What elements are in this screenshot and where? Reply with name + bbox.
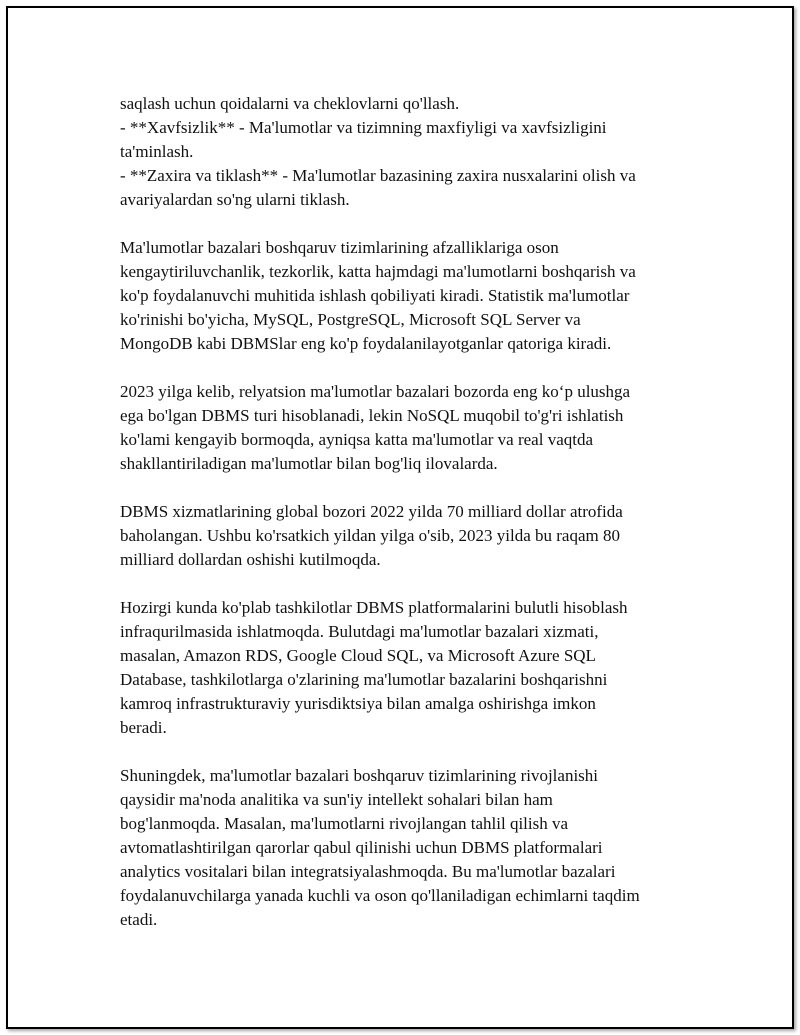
- document-page: [6, 6, 794, 1029]
- text-line: analytics vositalari bilan integratsiyalashmoqda. Bu ma'lumotlar bazalari: [120, 862, 616, 881]
- text-line: kamroq infrastrukturaviy yurisdiktsiya bilan amalga oshirishga imkon: [120, 694, 596, 713]
- text-line: Ma'lumotlar bazalari boshqaruv tizimlarining afzalliklariga oson: [120, 238, 559, 257]
- text-line: kengaytiriluvchanlik, tezkorlik, katta hajmdagi ma'lumotlarni boshqarish va: [120, 262, 636, 281]
- text-line: beradi.: [120, 718, 167, 737]
- text-line: masalan, Amazon RDS, Google Cloud SQL, va Microsoft Azure SQL: [120, 646, 596, 665]
- text-line: ega bo'lgan DBMS turi hisoblanadi, lekin NoSQL muqobil to'g'ri ishlatish: [120, 406, 624, 425]
- text-line: DBMS xizmatlarining global bozori 2022 yilda 70 milliard dollar atrofida: [120, 502, 623, 521]
- text-line: shakllantiriladigan ma'lumotlar bilan bog'liq ilovalarda.: [120, 454, 498, 473]
- paragraph: [120, 500, 695, 572]
- text-line: - **Zaxira va tiklash** - Ma'lumotlar bazasining zaxira nusxalarini olish va: [120, 166, 636, 185]
- text-line: ko'rinishi bo'yicha, MySQL, PostgreSQL, Microsoft SQL Server va: [120, 310, 581, 329]
- paragraph: [120, 236, 695, 356]
- text-line: ko'p foydalanuvchi muhitida ishlash qobiliyati kiradi. Statistik ma'lumotlar: [120, 286, 630, 305]
- text-line: saqlash uchun qoidalarni va cheklovlarni qo'llash.: [120, 94, 460, 113]
- text-line: Hozirgi kunda ko'plab tashkilotlar DBMS platformalarini bulutli hisoblash: [120, 598, 628, 617]
- text-line: avariyalardan so'ng ularni tiklash.: [120, 190, 350, 209]
- paragraph: [120, 596, 695, 740]
- text-line: Shuningdek, ma'lumotlar bazalari boshqaruv tizimlarining rivojlanishi: [120, 766, 599, 785]
- text-line: bog'lanmoqda. Masalan, ma'lumotlarni rivojlangan tahlil qilish va: [120, 814, 569, 833]
- text-line: milliard dollardan oshishi kutilmoqda.: [120, 550, 381, 569]
- text-line: qaysidir ma'noda analitika va sun'iy intellekt sohalari bilan ham: [120, 790, 553, 809]
- text-line: ko'lami kengayib bormoqda, ayniqsa katta ma'lumotlar va real vaqtda: [120, 430, 594, 449]
- text-line: Database, tashkilotlarga o'zlarining ma'lumotlar bazalarini boshqarishni: [120, 670, 608, 689]
- paragraph: [120, 380, 695, 476]
- text-line: foydalanuvchilarga yanada kuchli va oson qo'llaniladigan echimlarni taqdim: [120, 886, 640, 905]
- text-line: ta'minlash.: [120, 142, 194, 161]
- paragraph: [120, 764, 695, 932]
- text-line: etadi.: [120, 910, 158, 929]
- document-body: [120, 92, 695, 956]
- paragraph: [120, 92, 695, 212]
- text-line: MongoDB kabi DBMSlar eng ko'p foydalanilayotganlar qatoriga kiradi.: [120, 334, 612, 353]
- text-line: baholangan. Ushbu ko'rsatkich yildan yilga o'sib, 2023 yilda bu raqam 80: [120, 526, 620, 545]
- text-line: infraqurilmasida ishlatmoqda. Bulutdagi ma'lumotlar bazalari xizmati,: [120, 622, 599, 641]
- text-line: - **Xavfsizlik** - Ma'lumotlar va tizimning maxfiyligi va xavfsizligini: [120, 118, 607, 137]
- text-line: 2023 yilga kelib, relyatsion ma'lumotlar bazalari bozorda eng ko‘p ulushga: [120, 382, 631, 401]
- text-line: avtomatlashtirilgan qarorlar qabul qilinishi uchun DBMS platformalari: [120, 838, 603, 857]
